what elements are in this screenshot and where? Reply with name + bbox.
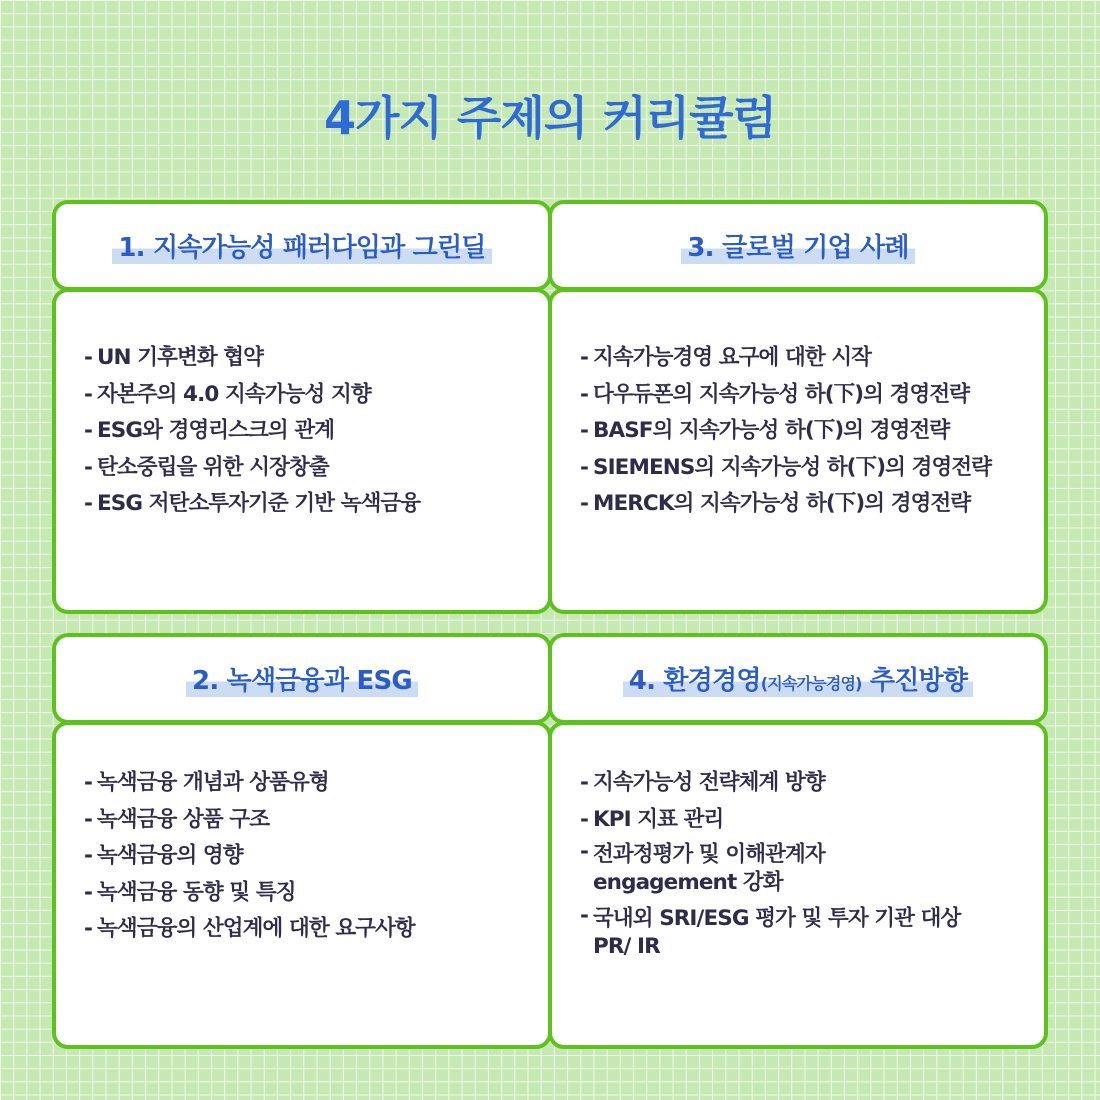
section-4-title [623, 660, 973, 697]
section-2-body [52, 721, 552, 1049]
section-4-body [548, 721, 1048, 1049]
section-4-title-end: 추진방향 [869, 666, 968, 696]
list-item-line: engagement 강화 [593, 870, 783, 896]
section-1-body [52, 288, 552, 614]
list-item-line: 전과정평가 및 이해관계자 [593, 842, 825, 868]
section-1-title: 1. 지속가능성 패러다임과 그린딜 [112, 227, 491, 264]
list-item: - KPI 지표 관리 [580, 802, 960, 839]
list-item: - MERCK의 지속가능성 하(下)의 경영전략 [580, 486, 991, 523]
section-3-list [580, 340, 991, 523]
list-item [580, 902, 960, 966]
section-3-title: 3. 글로벌 기업 사례 [681, 227, 914, 264]
list-item: - 녹색금융 상품 구조 [84, 802, 415, 839]
section-2-title: 2. 녹색금융과 ESG [186, 660, 418, 697]
list-item: - UN 기후변화 협약 [84, 340, 420, 377]
section-2-list [84, 765, 415, 948]
list-item-line: PR/ IR [593, 933, 660, 959]
list-item: - 녹색금융의 산업계에 대한 요구사항 [84, 911, 415, 948]
section-2-header [52, 633, 552, 724]
section-3-body [548, 288, 1048, 614]
section-1-list [84, 340, 420, 523]
list-item: - BASF의 지속가능성 하(下)의 경영전략 [580, 413, 991, 450]
list-item: - 지속가능경영 요구에 대한 시작 [580, 340, 991, 377]
section-4-title-main: 4. 환경경영 [628, 666, 761, 696]
section-3-header [548, 200, 1048, 291]
section-4-header [548, 633, 1048, 724]
list-item: - ESG 저탄소투자기준 기반 녹색금융 [84, 486, 420, 523]
list-item: - 지속가능성 전략체계 방향 [580, 765, 960, 802]
list-item: - 다우듀폰의 지속가능성 하(下)의 경영전략 [580, 377, 991, 414]
list-item: - 녹색금융의 영향 [84, 838, 415, 875]
list-item: - ESG와 경영리스크의 관계 [84, 413, 420, 450]
section-1-header [52, 200, 552, 291]
section-4-list [580, 765, 960, 966]
list-item: - 녹색금융 개념과 상품유형 [84, 765, 415, 802]
list-item: - 자본주의 4.0 지속가능성 지향 [84, 377, 420, 414]
section-4-title-small: (지속가능경영) [760, 674, 862, 693]
list-item: - 탄소중립을 위한 시장창출 [84, 450, 420, 487]
list-item: - SIEMENS의 지속가능성 하(下)의 경영전략 [580, 450, 991, 487]
list-item-line: 국내외 SRI/ESG 평가 및 투자 기관 대상 [593, 905, 961, 931]
list-item: - 녹색금융 동향 및 특징 [84, 875, 415, 912]
page-title: 4가지 주제의 커리큘럼 [324, 91, 776, 145]
list-item [580, 838, 960, 902]
